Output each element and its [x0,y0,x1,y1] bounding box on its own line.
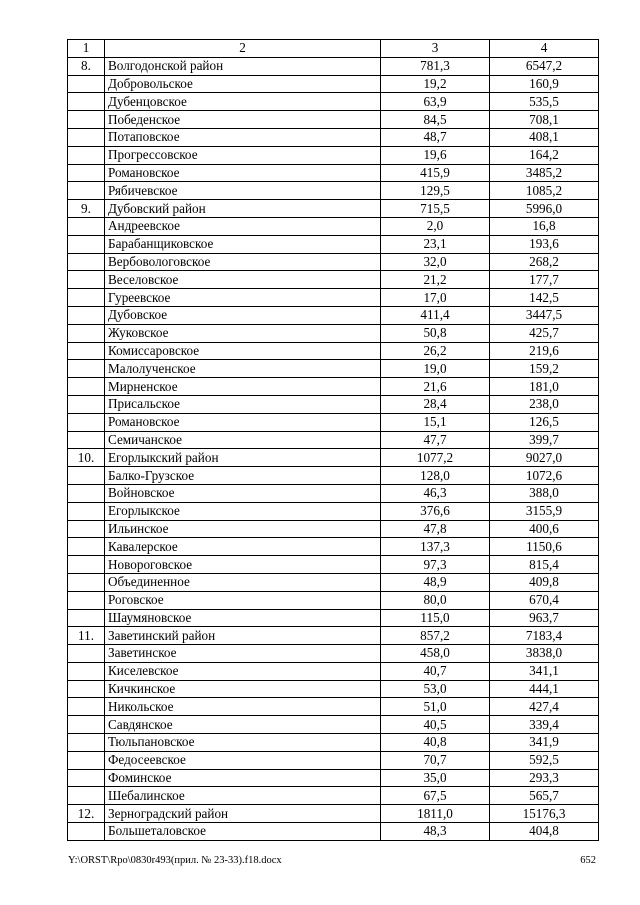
row-name: Дубенцовское [105,93,381,111]
row-value-3: 781,3 [381,57,490,75]
row-number [68,378,105,396]
header-col-1: 1 [68,40,105,58]
row-number [68,645,105,663]
row-value-3: 15,1 [381,413,490,431]
row-value-3: 19,2 [381,75,490,93]
row-number [68,662,105,680]
row-number [68,502,105,520]
table-row [68,360,599,378]
row-value-4: 268,2 [490,253,599,271]
row-value-3: 17,0 [381,289,490,307]
row-number: 12. [68,805,105,823]
row-value-4: 341,1 [490,662,599,680]
row-number: 11. [68,627,105,645]
row-name: Вербовологовское [105,253,381,271]
row-value-3: 28,4 [381,395,490,413]
row-name: Комиссаровское [105,342,381,360]
row-name: Балко-Грузское [105,467,381,485]
footer-file-path: Y:\ORST\Rpo\0830r493(прил. № 23-33).f18.docx [68,855,282,866]
table-row [68,253,599,271]
table-row [68,823,599,841]
table-row [68,378,599,396]
row-name: Шебалинское [105,787,381,805]
table-row [68,556,599,574]
table-row [68,591,599,609]
row-value-4: 6547,2 [490,57,599,75]
row-value-4: 339,4 [490,716,599,734]
table-row [68,484,599,502]
row-number [68,431,105,449]
row-number [68,271,105,289]
row-name: Семичанское [105,431,381,449]
table-row [68,502,599,520]
table-row [68,520,599,538]
row-number [68,591,105,609]
row-name: Волгодонской район [105,57,381,75]
row-value-3: 35,0 [381,769,490,787]
row-value-4: 3447,5 [490,306,599,324]
table-row [68,164,599,182]
row-number [68,111,105,129]
row-value-3: 376,6 [381,502,490,520]
row-value-3: 84,5 [381,111,490,129]
row-name: Зерноградский район [105,805,381,823]
row-name: Новороговское [105,556,381,574]
row-number [68,413,105,431]
row-number [68,751,105,769]
row-value-4: 1072,6 [490,467,599,485]
row-number [68,342,105,360]
row-number [68,484,105,502]
table-row [68,787,599,805]
row-number [68,306,105,324]
table-row [68,751,599,769]
row-value-4: 1150,6 [490,538,599,556]
table-row [68,734,599,752]
row-value-3: 128,0 [381,467,490,485]
row-value-3: 47,8 [381,520,490,538]
row-number [68,164,105,182]
row-number [68,75,105,93]
row-number [68,556,105,574]
table-row [68,57,599,75]
row-value-4: 15176,3 [490,805,599,823]
row-number: 8. [68,57,105,75]
row-number [68,93,105,111]
row-name: Андреевское [105,217,381,235]
row-name: Егорлыкский район [105,449,381,467]
row-value-3: 129,5 [381,182,490,200]
row-value-3: 53,0 [381,680,490,698]
row-value-3: 21,2 [381,271,490,289]
table-row [68,662,599,680]
header-col-4: 4 [490,40,599,58]
row-value-3: 40,8 [381,734,490,752]
table-row [68,182,599,200]
row-name: Тюльпановское [105,734,381,752]
row-value-4: 444,1 [490,680,599,698]
row-value-3: 51,0 [381,698,490,716]
row-name: Кичкинское [105,680,381,698]
row-name: Войновское [105,484,381,502]
table-row [68,75,599,93]
table-row [68,573,599,591]
row-number [68,734,105,752]
row-value-3: 115,0 [381,609,490,627]
row-name: Шаумяновское [105,609,381,627]
row-number [68,324,105,342]
row-value-3: 1077,2 [381,449,490,467]
row-value-3: 137,3 [381,538,490,556]
row-name: Кавалерское [105,538,381,556]
row-name: Егорлыкское [105,502,381,520]
row-value-4: 164,2 [490,146,599,164]
row-value-3: 50,8 [381,324,490,342]
row-value-4: 341,9 [490,734,599,752]
row-name: Фоминское [105,769,381,787]
row-value-4: 815,4 [490,556,599,574]
row-name: Присальское [105,395,381,413]
table-row [68,680,599,698]
row-value-4: 219,6 [490,342,599,360]
table-row [68,235,599,253]
row-value-4: 5996,0 [490,200,599,218]
row-value-4: 177,7 [490,271,599,289]
row-number [68,573,105,591]
row-name: Барабанщиковское [105,235,381,253]
table-row [68,93,599,111]
row-value-3: 40,5 [381,716,490,734]
row-value-3: 97,3 [381,556,490,574]
row-value-4: 535,5 [490,93,599,111]
data-table [67,39,599,841]
footer-page-number: 652 [580,855,596,866]
row-value-4: 1085,2 [490,182,599,200]
row-value-4: 388,0 [490,484,599,502]
table-row [68,395,599,413]
row-value-4: 670,4 [490,591,599,609]
row-name: Гуреевское [105,289,381,307]
row-value-4: 293,3 [490,769,599,787]
row-number [68,128,105,146]
row-number [68,769,105,787]
row-name: Заветинский район [105,627,381,645]
row-value-3: 70,7 [381,751,490,769]
row-number: 10. [68,449,105,467]
table-row [68,128,599,146]
row-value-3: 46,3 [381,484,490,502]
row-value-4: 16,8 [490,217,599,235]
row-name: Веселовское [105,271,381,289]
row-value-3: 80,0 [381,591,490,609]
row-name: Романовское [105,164,381,182]
table-row [68,200,599,218]
row-value-4: 399,7 [490,431,599,449]
row-value-4: 425,7 [490,324,599,342]
row-value-4: 708,1 [490,111,599,129]
row-value-3: 26,2 [381,342,490,360]
row-value-4: 427,4 [490,698,599,716]
row-name: Рябичевское [105,182,381,200]
table-row [68,467,599,485]
row-number [68,146,105,164]
row-name: Жуковское [105,324,381,342]
row-value-3: 32,0 [381,253,490,271]
row-number: 9. [68,200,105,218]
row-number [68,716,105,734]
row-number [68,823,105,841]
header-col-3: 3 [381,40,490,58]
row-name: Ильинское [105,520,381,538]
row-name: Романовское [105,413,381,431]
row-value-3: 67,5 [381,787,490,805]
table-row [68,146,599,164]
table-row [68,716,599,734]
table-row [68,769,599,787]
row-value-4: 7183,4 [490,627,599,645]
row-value-3: 458,0 [381,645,490,663]
row-value-3: 19,6 [381,146,490,164]
table-row [68,271,599,289]
row-value-3: 40,7 [381,662,490,680]
row-name: Савдянское [105,716,381,734]
row-number [68,538,105,556]
row-value-3: 48,7 [381,128,490,146]
row-value-4: 400,6 [490,520,599,538]
row-name: Добровольское [105,75,381,93]
row-number [68,253,105,271]
row-value-4: 592,5 [490,751,599,769]
table-row [68,306,599,324]
row-name: Дубовское [105,306,381,324]
table-row [68,698,599,716]
row-name: Федосеевское [105,751,381,769]
row-number [68,182,105,200]
row-name: Большеталовское [105,823,381,841]
row-name: Дубовский район [105,200,381,218]
row-value-4: 181,0 [490,378,599,396]
row-number [68,395,105,413]
table-row [68,609,599,627]
table-row [68,217,599,235]
row-value-4: 238,0 [490,395,599,413]
row-name: Роговское [105,591,381,609]
row-value-4: 408,1 [490,128,599,146]
row-value-4: 160,9 [490,75,599,93]
row-value-3: 47,7 [381,431,490,449]
table-row [68,538,599,556]
table-header-row [68,40,599,58]
row-name: Заветинское [105,645,381,663]
row-value-4: 963,7 [490,609,599,627]
table-row [68,289,599,307]
table-row [68,645,599,663]
row-value-3: 1811,0 [381,805,490,823]
row-name: Малолученское [105,360,381,378]
table-row [68,449,599,467]
row-name: Мирненское [105,378,381,396]
row-value-4: 142,5 [490,289,599,307]
row-value-3: 63,9 [381,93,490,111]
row-number [68,609,105,627]
row-value-4: 409,8 [490,573,599,591]
row-number [68,289,105,307]
table-row [68,627,599,645]
row-number [68,520,105,538]
row-name: Потаповское [105,128,381,146]
row-number [68,680,105,698]
row-value-3: 2,0 [381,217,490,235]
row-number [68,787,105,805]
row-value-3: 23,1 [381,235,490,253]
row-number [68,467,105,485]
row-value-4: 565,7 [490,787,599,805]
row-value-4: 9027,0 [490,449,599,467]
row-number [68,235,105,253]
row-value-4: 3155,9 [490,502,599,520]
table-row [68,431,599,449]
row-value-4: 159,2 [490,360,599,378]
row-value-3: 411,4 [381,306,490,324]
row-value-4: 404,8 [490,823,599,841]
row-value-3: 48,3 [381,823,490,841]
table-row [68,805,599,823]
row-name: Никольское [105,698,381,716]
row-number [68,217,105,235]
row-value-3: 715,5 [381,200,490,218]
row-number [68,360,105,378]
row-name: Победенское [105,111,381,129]
row-value-3: 19,0 [381,360,490,378]
row-value-4: 193,6 [490,235,599,253]
row-value-3: 48,9 [381,573,490,591]
row-name: Объединенное [105,573,381,591]
row-value-4: 3485,2 [490,164,599,182]
table-row [68,413,599,431]
row-value-3: 21,6 [381,378,490,396]
row-name: Киселевское [105,662,381,680]
row-name: Прогрессовское [105,146,381,164]
row-value-3: 415,9 [381,164,490,182]
header-col-2: 2 [105,40,381,58]
row-value-3: 857,2 [381,627,490,645]
row-value-4: 126,5 [490,413,599,431]
table-row [68,342,599,360]
table-row [68,111,599,129]
row-number [68,698,105,716]
table-row [68,324,599,342]
row-value-4: 3838,0 [490,645,599,663]
